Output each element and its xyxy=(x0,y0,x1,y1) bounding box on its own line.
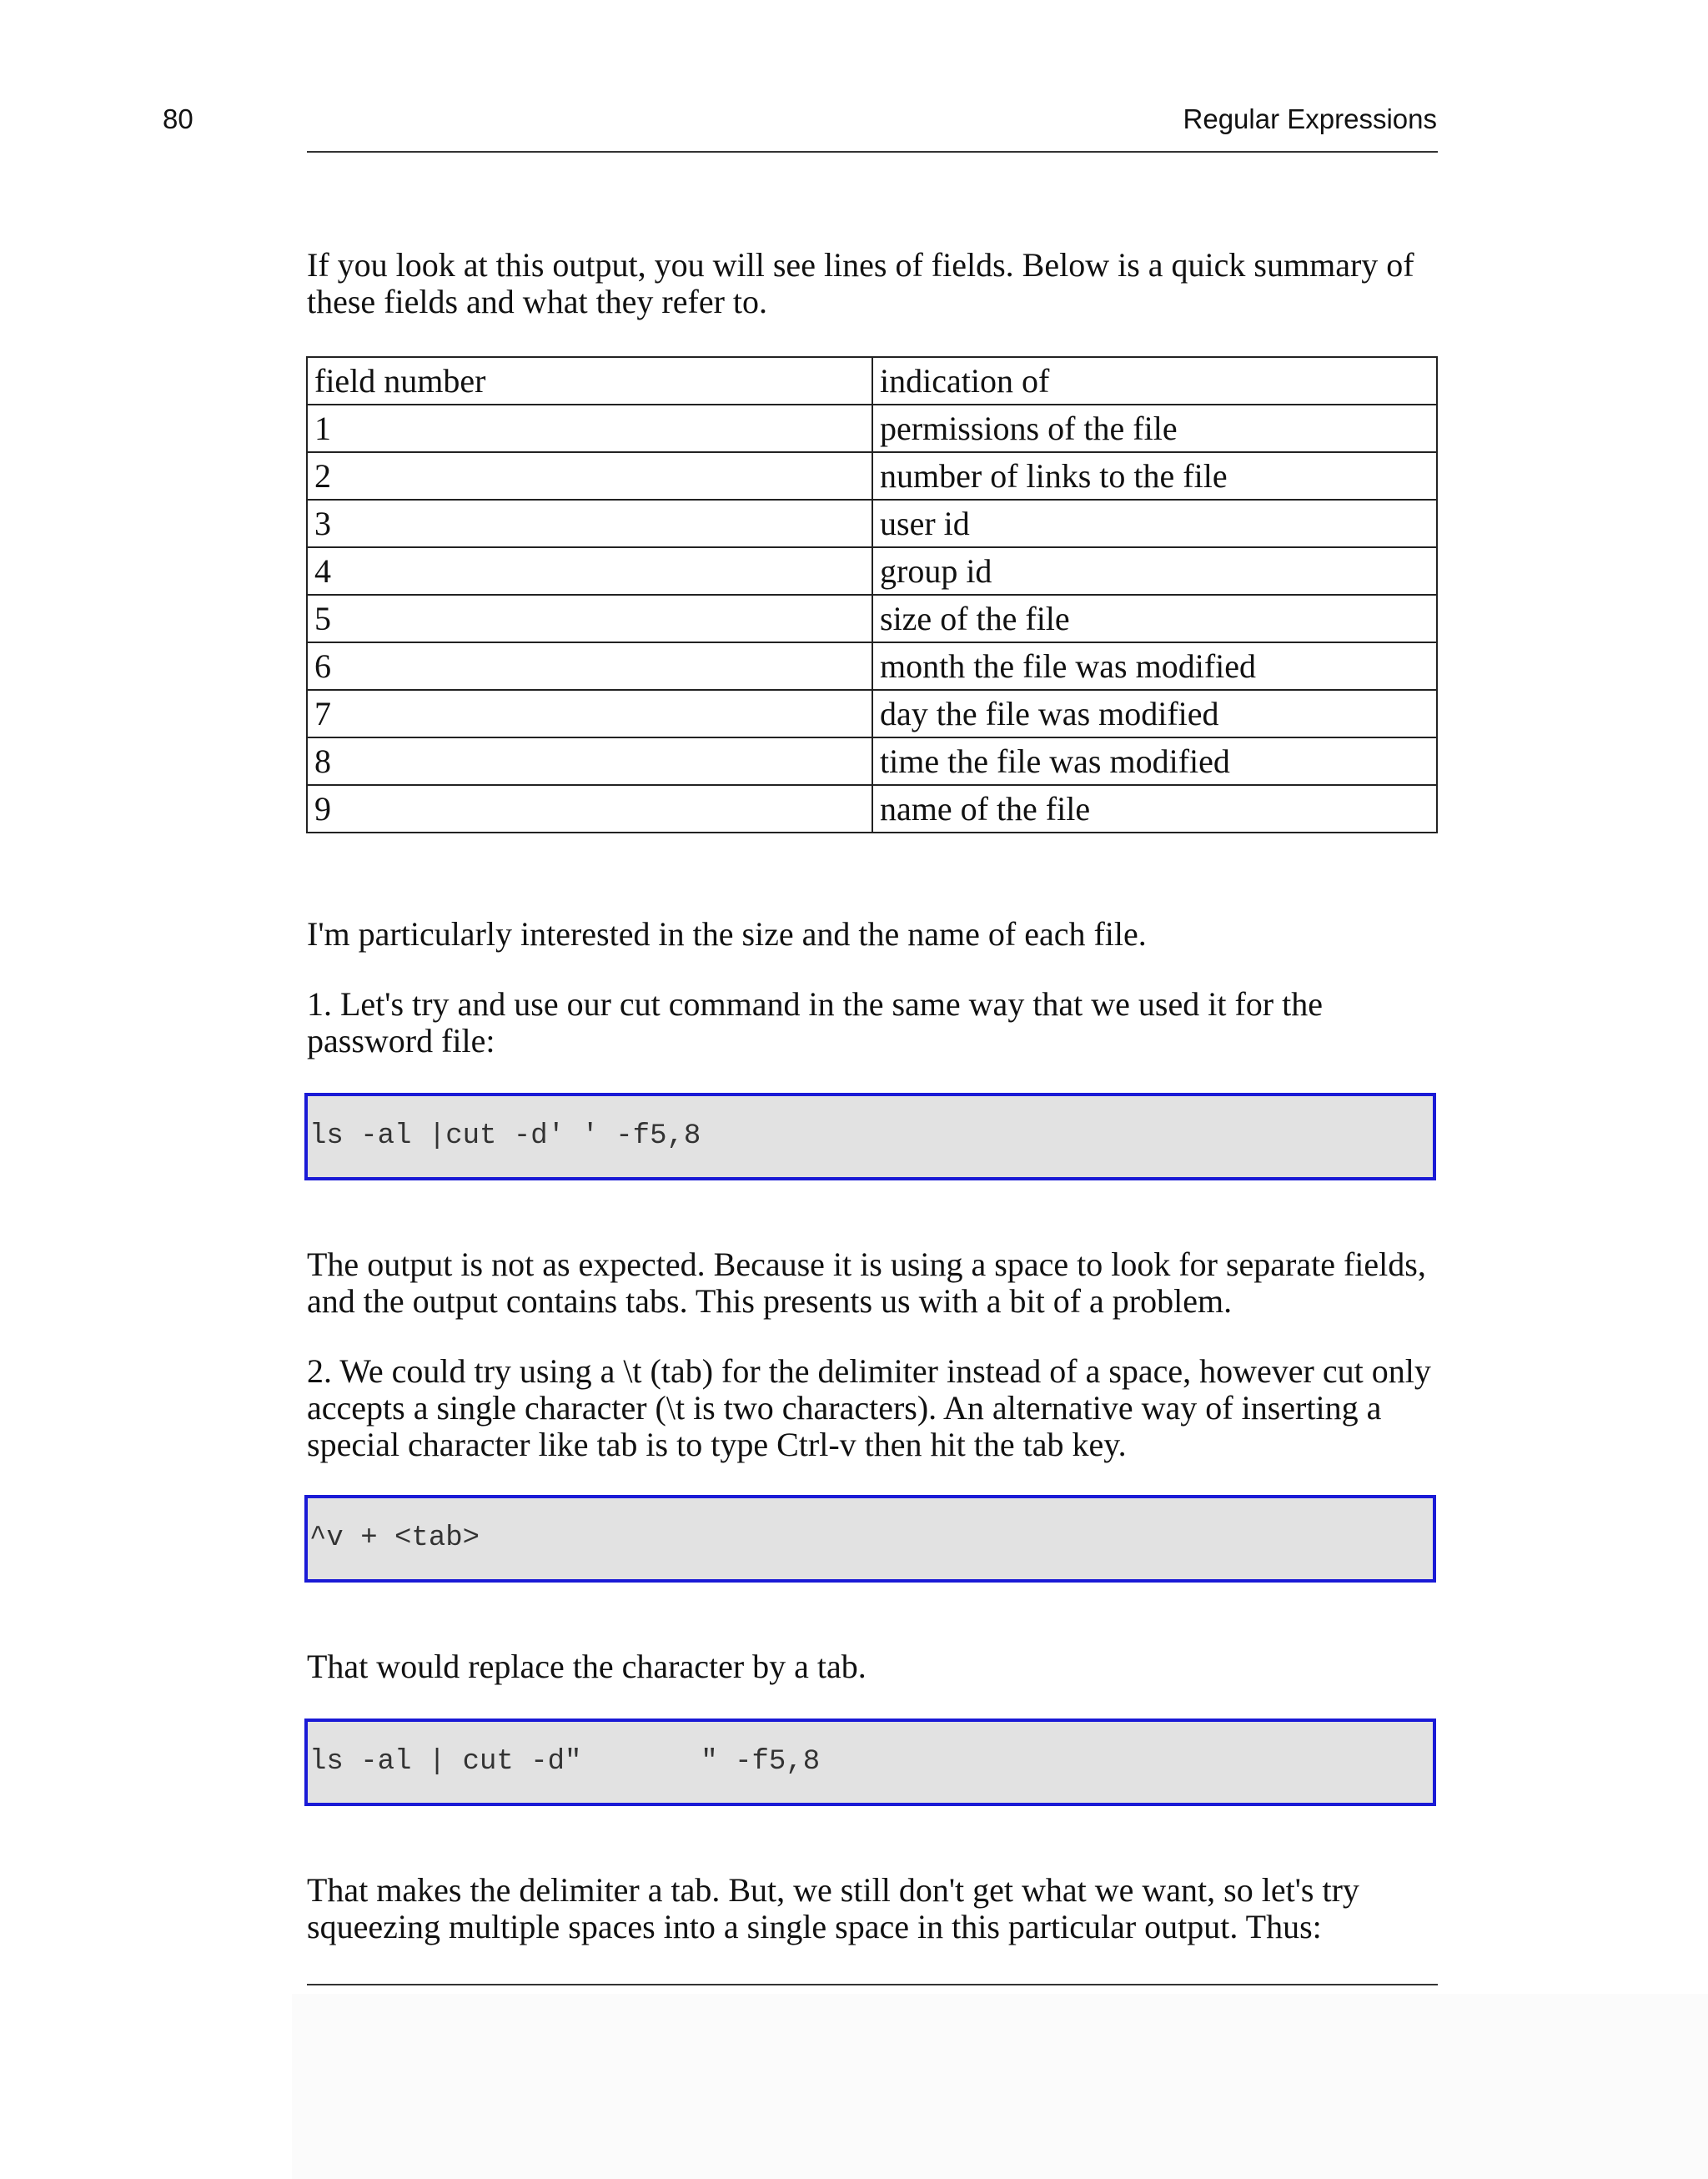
indication-cell: month the file was modified xyxy=(872,642,1437,690)
field-number-cell: 2 xyxy=(307,452,872,500)
page-shade xyxy=(292,1994,1708,2179)
header-rule xyxy=(307,151,1438,153)
interest-paragraph: I'm particularly interested in the size and the name of each file. xyxy=(307,915,1147,953)
table-row xyxy=(307,595,1437,642)
indication-cell: name of the file xyxy=(872,785,1437,833)
indication-cell: user id xyxy=(872,500,1437,547)
code-block-cut-space: ls -al |cut -d' ' -f5,8 xyxy=(304,1093,1436,1180)
table-row xyxy=(307,642,1437,690)
table-row xyxy=(307,500,1437,547)
header-cell-indication: indication of xyxy=(872,357,1437,405)
header-cell-field-number: field number xyxy=(307,357,872,405)
footer-rule xyxy=(307,1984,1438,1985)
field-number-cell: 5 xyxy=(307,595,872,642)
final-paragraph: That makes the delimiter a tab. But, we still don't get what we want, so let's try squeezing multiple spaces into a single space in this particular output. Thus: xyxy=(307,1871,1359,1945)
table-row xyxy=(307,690,1437,737)
field-number-cell: 8 xyxy=(307,737,872,785)
step2-paragraph: 2. We could try using a \t (tab) for the delimiter instead of a space, however cut only accepts a single character (\t is two characters). An alternative way of inserting a special character like tab is to type Ctrl-v then hit the tab key. xyxy=(307,1352,1431,1463)
indication-cell: permissions of the file xyxy=(872,405,1437,452)
page-number: 80 xyxy=(163,103,193,134)
code-block-ctrl-v-tab: ^v + <tab> xyxy=(304,1495,1436,1583)
output-paragraph: The output is not as expected. Because it is using a space to look for separate fields, and the output contains tabs. This presents us with a bit of a problem. xyxy=(307,1246,1426,1320)
table-row xyxy=(307,452,1437,500)
fields-table xyxy=(306,356,1438,833)
running-title: Regular Expressions xyxy=(1183,103,1437,134)
intro-paragraph: If you look at this output, you will see lines of fields. Below is a quick summary of these fields and what they refer to. xyxy=(307,246,1414,320)
table-header-row xyxy=(307,357,1437,405)
table-row xyxy=(307,547,1437,595)
indication-cell: number of links to the file xyxy=(872,452,1437,500)
field-number-cell: 7 xyxy=(307,690,872,737)
code-block-cut-tab: ls -al | cut -d" " -f5,8 xyxy=(304,1719,1436,1806)
step1-paragraph: 1. Let's try and use our cut command in the same way that we used it for the password file: xyxy=(307,985,1323,1059)
field-number-cell: 6 xyxy=(307,642,872,690)
indication-cell: size of the file xyxy=(872,595,1437,642)
field-number-cell: 1 xyxy=(307,405,872,452)
indication-cell: time the file was modified xyxy=(872,737,1437,785)
indication-cell: day the file was modified xyxy=(872,690,1437,737)
table-row xyxy=(307,405,1437,452)
field-number-cell: 4 xyxy=(307,547,872,595)
field-number-cell: 3 xyxy=(307,500,872,547)
table-row xyxy=(307,737,1437,785)
table-row xyxy=(307,785,1437,833)
indication-cell: group id xyxy=(872,547,1437,595)
replace-paragraph: That would replace the character by a tab. xyxy=(307,1648,867,1685)
field-number-cell: 9 xyxy=(307,785,872,833)
